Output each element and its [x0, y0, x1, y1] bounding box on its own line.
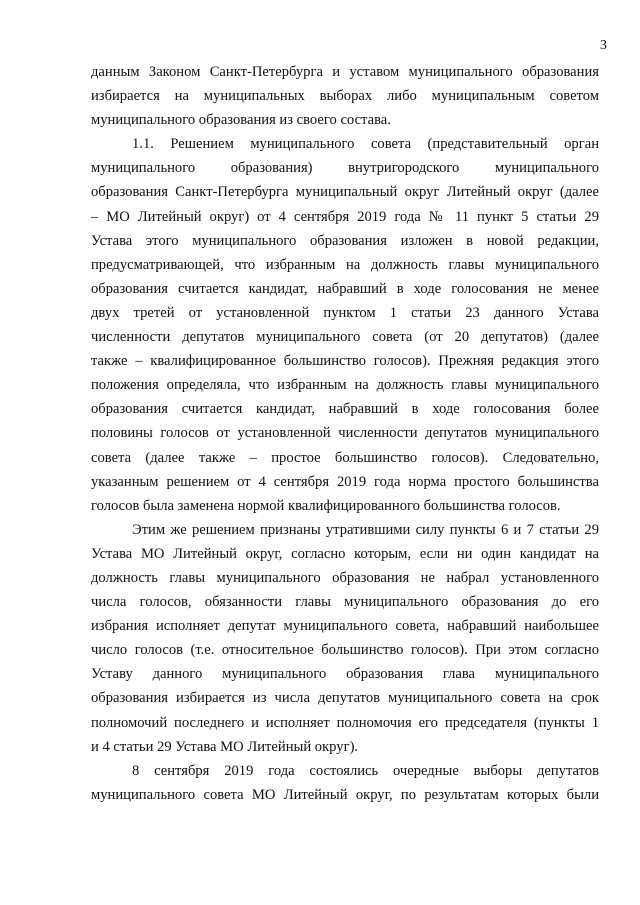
- text-line: образования считается кандидат, набравший в ходе голосования не менее: [91, 280, 599, 297]
- text-line: Устава МО Литейный округ, согласно которым, если ни один кандидат на: [91, 545, 599, 562]
- text-line: избрания исполняет депутат муниципального совета, набравший наибольшее: [91, 618, 599, 635]
- text-line: предусматривающей, что избранным на должность главы муниципального: [91, 256, 599, 273]
- text-line: муниципального образования из своего состава.: [91, 112, 391, 129]
- text-line: образования избирается из числа депутатов муниципального совета на срок: [91, 690, 599, 707]
- text-line: Устава этого муниципального образования изложен в новой редакции,: [91, 232, 599, 249]
- text-line: 1.1. Решением муниципального совета (представительный орган: [132, 136, 599, 153]
- paragraph-intro: [91, 60, 599, 132]
- text-line: муниципального образования) внутригородского муниципального: [91, 160, 599, 177]
- text-line: числа голосов, обязанности главы муниципального образования до его: [91, 594, 599, 611]
- text-line: число голосов (т.е. относительное большинство голосов). При этом согласно: [91, 642, 599, 659]
- body-text: [91, 60, 599, 807]
- text-line: Уставу данного муниципального образования глава муниципального: [91, 666, 599, 683]
- text-line: образования Санкт-Петербурга муниципальный округ Литейный округ (далее: [91, 184, 599, 201]
- text-line: указанным решением от 4 сентября 2019 года норма простого большинства: [91, 473, 599, 490]
- text-line: образования считается кандидат, набравший в ходе голосования более: [91, 401, 599, 418]
- text-line: положения определяла, что избранным на должность главы муниципального: [91, 377, 599, 394]
- text-line: совета (далее также – простое большинство голосов). Следовательно,: [91, 449, 599, 466]
- text-line: голосов была заменена нормой квалифицированного большинства голосов.: [91, 497, 561, 514]
- text-line: полномочий последнего и исполняет полномочия его председателя (пункты 1: [91, 714, 599, 731]
- text-line: численности депутатов муниципального совета (от 20 депутатов) (далее: [91, 329, 599, 346]
- paragraph-1-1: [91, 132, 599, 518]
- text-line: 8 сентября 2019 года состоялись очередные выборы депутатов: [132, 762, 599, 779]
- text-line: половины голосов от установленной численности депутатов муниципального: [91, 425, 599, 442]
- text-line: данным Законом Санкт-Петербурга и уставом муниципального образования: [91, 64, 599, 80]
- page-number: 3: [600, 38, 607, 53]
- text-line: – МО Литейный округ) от 4 сентября 2019 года № 11 пункт 5 статьи 29: [91, 208, 599, 225]
- paragraph-repealed-points: [91, 518, 599, 759]
- text-line: муниципального совета МО Литейный округ, по результатам которых были: [91, 786, 599, 803]
- text-line: также – квалифицированное большинство голосов). Прежняя редакция этого: [91, 353, 599, 370]
- text-line: должность главы муниципального образования не набрал установленного: [91, 569, 599, 586]
- text-line: двух третей от установленной пунктом 1 статьи 23 данного Устава: [91, 304, 599, 321]
- text-line: Этим же решением признаны утратившими силу пункты 6 и 7 статьи 29: [132, 521, 599, 538]
- paragraph-elections: [91, 759, 599, 807]
- text-line: и 4 статьи 29 Устава МО Литейный округ).: [91, 738, 359, 755]
- text-line: избирается на муниципальных выборах либо муниципальным советом: [91, 88, 599, 105]
